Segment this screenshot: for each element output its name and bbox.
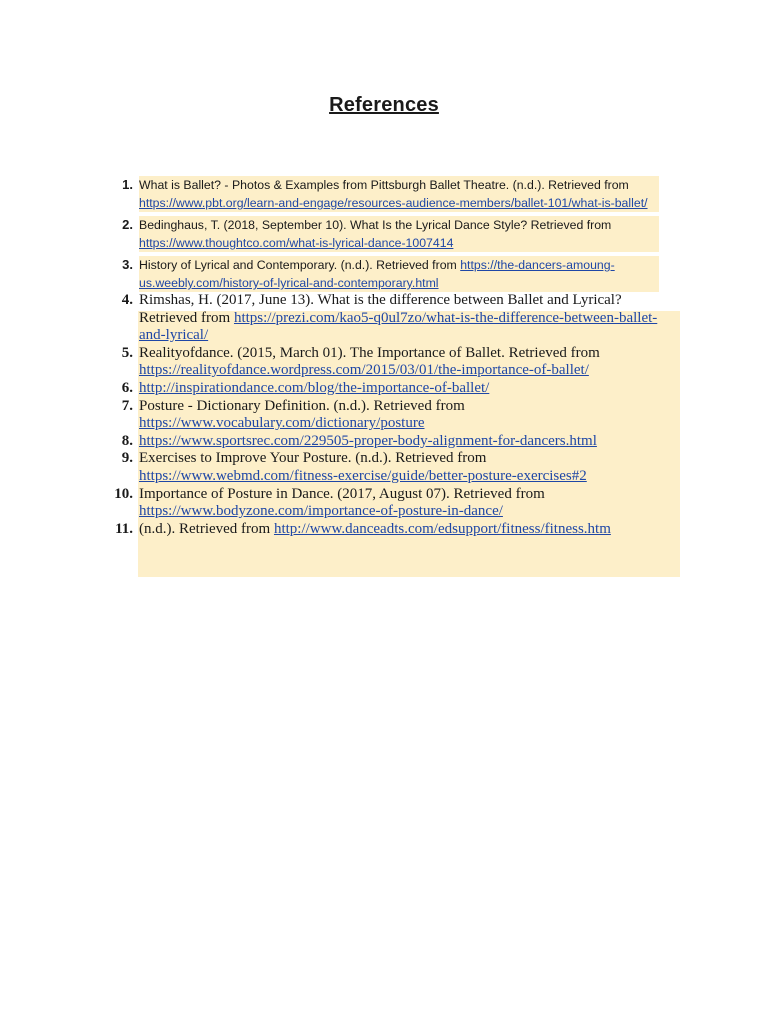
reference-text: (n.d.). Retrieved from http://www.danceadts.com/edsupport/fitness/fitness.htm <box>139 520 611 537</box>
reference-item-2 <box>0 216 768 252</box>
reference-text: Realityofdance. (2015, March 01). The Importance of Ballet. Retrieved from https://realityofdance.wordpress.com/2015/03/01/the-importance-of-ballet/ <box>139 344 600 379</box>
reference-number: 9. <box>121 450 133 467</box>
reference-item-8 <box>0 433 768 451</box>
reference-item-5 <box>0 345 768 380</box>
reference-text: Rimshas, H. (2017, June 13). What is the difference between Ballet and Lyrical? Retrieved from https://prezi.com/kao5-q0ul7zo/what-is-the-difference-between-ballet-and-lyrical/ <box>139 292 658 344</box>
reference-link[interactable]: https://www.sportsrec.com/229505-proper-body-alignment-for-dancers.html <box>139 432 597 449</box>
page-title: References <box>329 94 439 116</box>
reference-text <box>139 433 659 451</box>
reference-item-1 <box>0 176 768 212</box>
reference-link[interactable]: https://the-dancers-amoung-us.weebly.com/history-of-lyrical-and-contemporary.html <box>139 258 615 290</box>
reference-number: 6. <box>121 379 133 396</box>
reference-number: 10. <box>114 485 133 502</box>
reference-text: History of Lyrical and Contemporary. (n.d.). Retrieved from https://the-dancers-amoung-us.weebly.com/history-of-lyrical-and-contemporary.html <box>139 256 659 292</box>
reference-item-9 <box>0 450 768 485</box>
reference-number: 11. <box>115 520 133 537</box>
reference-link[interactable]: https://www.bodyzone.com/importance-of-posture-in-dance/ <box>139 503 503 520</box>
reference-item-7 <box>0 398 768 433</box>
reference-text: Exercises to Improve Your Posture. (n.d.). Retrieved from https://www.webmd.com/fitness-exercise/guide/better-posture-exercises#2 <box>139 450 587 484</box>
reference-item-6 <box>0 380 768 398</box>
reference-text: What is Ballet? - Photos & Examples from Pittsburgh Ballet Theatre. (n.d.). Retrieved from https://www.pbt.org/learn-and-engage/resources-audience-members/ballet-101/what-is-ballet/ <box>139 176 659 212</box>
reference-link[interactable]: https://www.vocabulary.com/dictionary/posture <box>139 415 425 432</box>
reference-item-3 <box>0 256 768 292</box>
reference-number: 3. <box>122 257 133 272</box>
reference-link[interactable]: https://www.pbt.org/learn-and-engage/resources-audience-members/ballet-101/what-is-ballet/ <box>139 196 648 210</box>
reference-number: 7. <box>121 397 133 414</box>
reference-text: Bedinghaus, T. (2018, September 10). What Is the Lyrical Dance Style? Retrieved from https://www.thoughtco.com/what-is-lyrical-dance-1007414 <box>139 216 659 252</box>
reference-link[interactable]: http://www.danceadts.com/edsupport/fitness/fitness.htm <box>273 520 611 537</box>
reference-item-10 <box>0 486 768 521</box>
reference-link[interactable]: https://prezi.com/kao5-q0ul7zo/what-is-the-difference-between-ballet-and-lyrical/ <box>139 309 658 344</box>
reference-text <box>139 380 659 398</box>
reference-link[interactable]: https://www.webmd.com/fitness-exercise/guide/better-posture-exercises#2 <box>139 467 587 484</box>
reference-link[interactable]: http://inspirationdance.com/blog/the-importance-of-ballet/ <box>139 379 490 396</box>
reference-list <box>0 176 768 538</box>
reference-item-11 <box>0 521 768 539</box>
reference-number: 8. <box>121 432 133 449</box>
reference-text: Importance of Posture in Dance. (2017, August 07). Retrieved from https://www.bodyzone.com/importance-of-posture-in-dance/ <box>139 485 545 520</box>
reference-item-4 <box>0 292 768 345</box>
reference-link[interactable]: https://www.thoughtco.com/what-is-lyrical-dance-1007414 <box>139 236 454 250</box>
reference-number: 5. <box>121 344 133 361</box>
reference-text: Posture - Dictionary Definition. (n.d.). Retrieved from https://www.vocabulary.com/dictionary/posture <box>139 397 465 432</box>
reference-number: 2. <box>122 217 133 232</box>
reference-link[interactable]: https://realityofdance.wordpress.com/2015/03/01/the-importance-of-ballet/ <box>139 362 589 379</box>
reference-number: 1. <box>122 177 133 192</box>
reference-number: 4. <box>121 292 133 308</box>
